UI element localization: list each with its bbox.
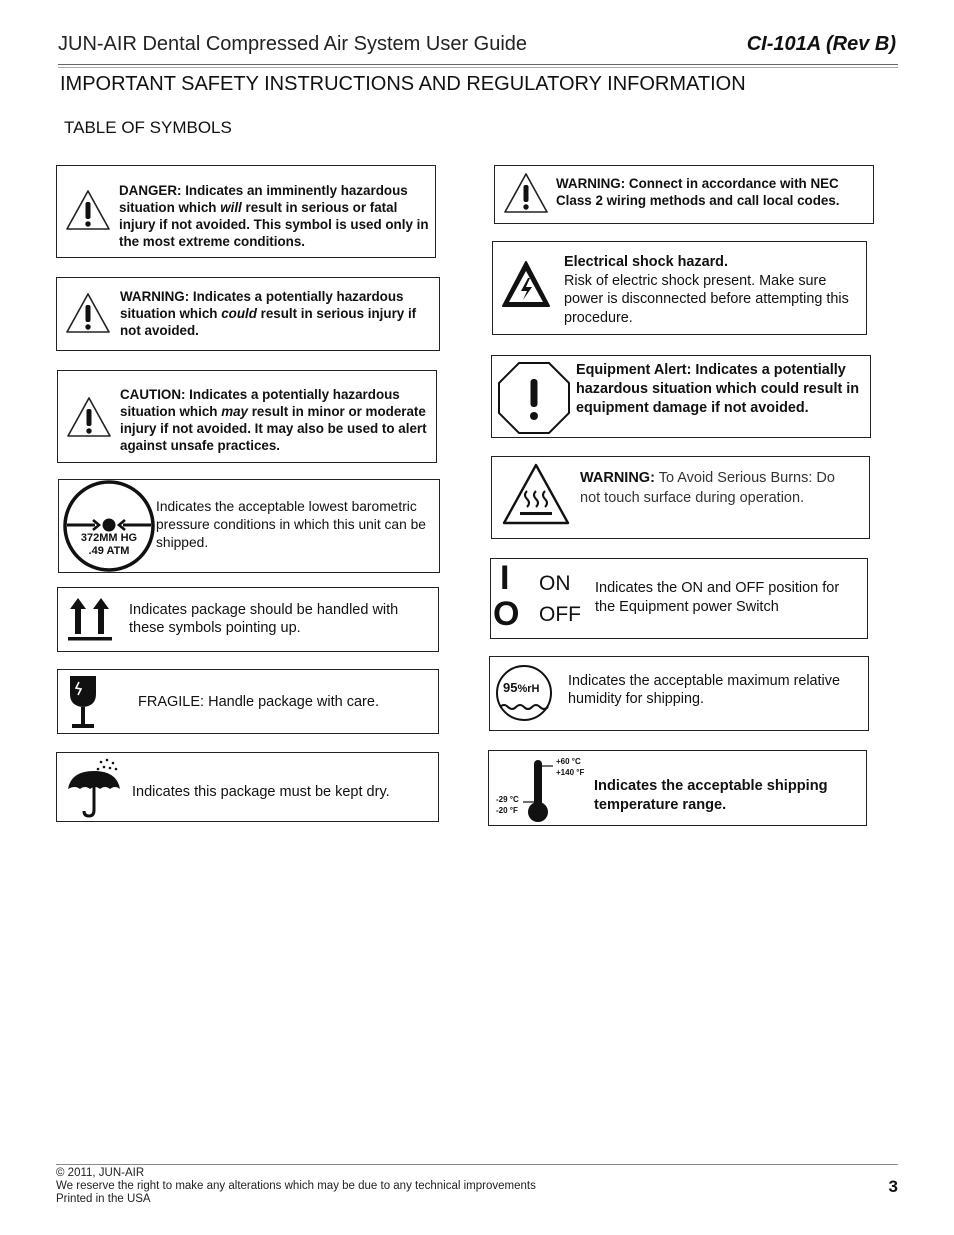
off-glyph-icon: O <box>493 595 520 633</box>
fragile-description: FRAGILE: Handle package with care. <box>138 694 379 710</box>
on-off-description: Indicates the ON and OFF position for the Equipment power Switch <box>595 580 840 615</box>
hot-surface-symbol-box <box>491 456 870 539</box>
this-way-up-symbol-box <box>57 587 439 652</box>
keep-dry-description: Indicates this package must be kept dry. <box>132 784 390 800</box>
humidity-description: Indicates the acceptable maximum relative humidity for shipping. <box>568 673 840 707</box>
on-label: ON <box>539 572 571 595</box>
caution-description: CAUTION: Indicates a potentially hazardous situation which may result in minor or moderate injury if not avoided. It may also be used to alert against unsafe practices. <box>120 387 427 453</box>
nec-warning-symbol-box <box>494 165 874 224</box>
pressure-symbol-box <box>58 479 440 573</box>
umbrella-keep-dry-icon <box>65 757 123 819</box>
thermometer-icon <box>523 756 553 824</box>
subsection-title: TABLE OF SYMBOLS <box>64 118 232 137</box>
shock-hazard-description: Electrical shock hazard. Risk of electric shock present. Make sure power is disconnected before attempting this procedure. <box>564 254 849 326</box>
page-number: 3 <box>888 1177 898 1196</box>
warning-description: WARNING: Indicates a potentially hazardous situation which could result in serious injury if not avoided. <box>120 289 417 338</box>
document-title: JUN-AIR Dental Compressed Air System User Guide <box>58 33 528 55</box>
nec-warning-triangle-icon <box>503 171 549 215</box>
fragile-symbol-box <box>57 669 439 734</box>
footer-text: © 2011, JUN-AIR We reserve the right to make any alterations which may be due to any technical improvements Printed in the USA <box>56 1167 536 1205</box>
hot-surface-icon <box>502 463 570 525</box>
caution-triangle-icon <box>66 395 112 439</box>
humidity-value-label: 95%rH <box>503 680 540 695</box>
this-way-up-description: Indicates package should be handled with these symbols pointing up. <box>129 602 399 636</box>
danger-triangle-icon <box>65 188 111 232</box>
caution-symbol-box <box>57 370 437 463</box>
off-label: OFF <box>539 603 581 626</box>
humidity-symbol-box <box>489 656 869 731</box>
equipment-alert-octagon-icon <box>497 361 571 435</box>
equipment-alert-description: Equipment Alert: Indicates a potentially hazardous situation which could result in equipment damage if not avoided. <box>576 362 860 416</box>
this-way-up-arrows-icon <box>66 596 114 642</box>
pressure-gauge-label: 372MM HG .49 ATM <box>80 532 138 557</box>
temperature-max-label: +60 °C +140 °F <box>556 757 585 777</box>
section-title: IMPORTANT SAFETY INSTRUCTIONS AND REGULATORY INFORMATION <box>60 73 746 95</box>
header-rule <box>58 64 898 65</box>
on-glyph-icon: I <box>500 559 510 597</box>
humidity-icon <box>494 665 554 725</box>
barometric-pressure-icon <box>61 480 157 572</box>
on-off-symbol-box <box>490 558 868 639</box>
warning-symbol-box <box>56 277 440 351</box>
fragile-glass-icon <box>68 674 98 732</box>
temperature-min-label: -29 °C -20 °F <box>496 795 519 815</box>
danger-description: DANGER: Indicates an imminently hazardous situation which will result in serious or fatal injury if not avoided. This symbol is used only in the most extreme conditions. <box>119 183 429 249</box>
shock-hazard-symbol-box <box>492 241 867 335</box>
temperature-symbol-box <box>488 750 867 826</box>
header-rule-secondary <box>58 67 898 68</box>
keep-dry-symbol-box <box>56 752 439 822</box>
hot-surface-description: WARNING: To Avoid Serious Burns: Do not touch surface during operation. <box>580 470 835 506</box>
equipment-alert-symbol-box <box>491 355 871 438</box>
electrical-shock-icon <box>501 260 551 310</box>
pressure-description: Indicates the acceptable lowest barometric pressure conditions in which this unit can be shipped. <box>156 499 426 550</box>
nec-warning-description: WARNING: Connect in accordance with NEC Class 2 wiring methods and call local codes. <box>556 176 840 208</box>
footer-rule <box>56 1164 898 1165</box>
document-code: CI-101A (Rev B) <box>746 33 896 55</box>
temperature-description: Indicates the acceptable shipping temperature range. <box>594 778 828 813</box>
warning-triangle-icon <box>65 291 111 335</box>
danger-symbol-box <box>56 165 436 258</box>
